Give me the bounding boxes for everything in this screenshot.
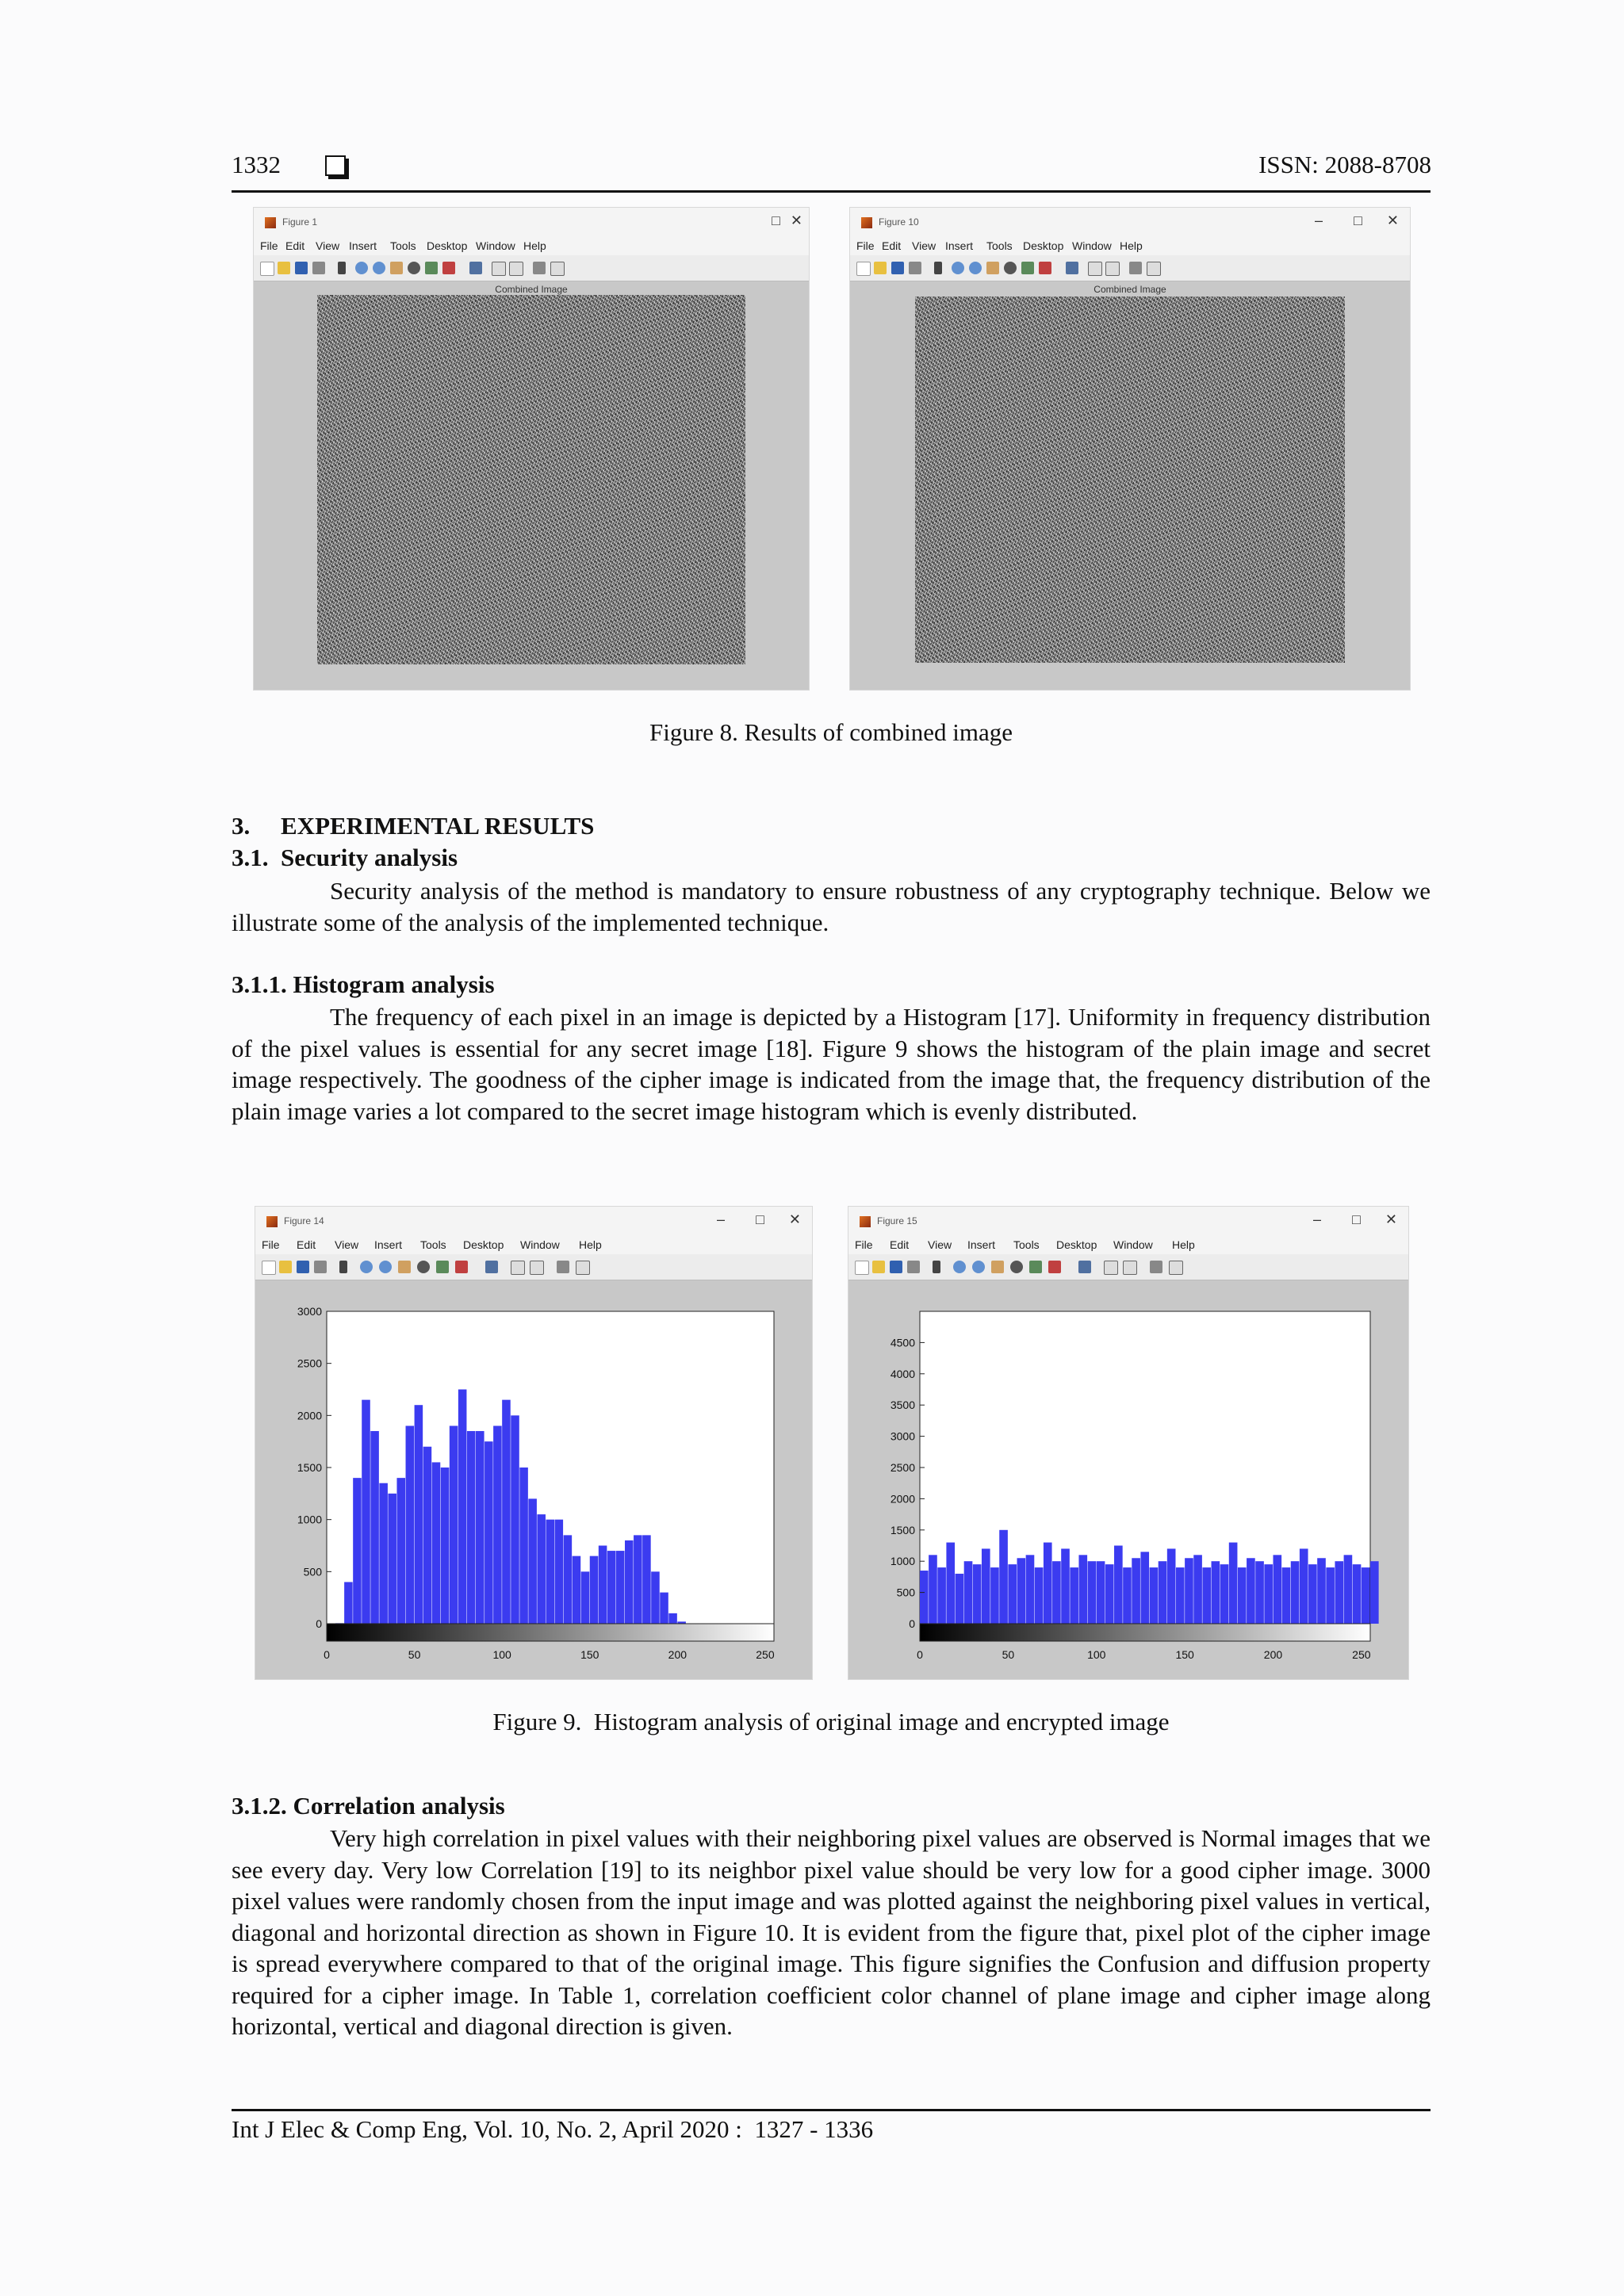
- security-paragraph: Security analysis of the method is mandatory to ensure robustness of any cryptography technique. Below we illustrate some of the analysis of the implemented technique.: [232, 877, 1431, 936]
- maximize-button[interactable]: □: [1352, 1211, 1361, 1227]
- section-heading: 3. EXPERIMENTAL RESULTS: [232, 812, 595, 840]
- histogram-bar: [1167, 1548, 1176, 1624]
- zoom-in-icon[interactable]: [953, 1261, 966, 1273]
- histogram-encrypted: [848, 1280, 1408, 1679]
- legend-icon[interactable]: [530, 1261, 544, 1275]
- histogram-bar: [668, 1613, 677, 1624]
- histogram-bar: [1088, 1561, 1097, 1624]
- menu-bar: [850, 236, 1410, 255]
- figure9-caption: Figure 9. Histogram analysis of original image and encrypted image: [492, 1708, 1170, 1735]
- histogram-bar: [546, 1520, 554, 1624]
- histogram-bar: [493, 1425, 502, 1624]
- histogram-bar: [1317, 1558, 1326, 1624]
- histogram-bar: [1353, 1564, 1362, 1624]
- x-tick-label: 0: [324, 1648, 330, 1661]
- histogram-bar: [476, 1431, 485, 1624]
- histogram-bar: [1052, 1561, 1061, 1624]
- legend-icon[interactable]: [509, 262, 523, 276]
- matlab-icon: [860, 1216, 871, 1227]
- maximize-button[interactable]: □: [772, 212, 780, 228]
- y-tick-label: 3500: [890, 1399, 915, 1412]
- y-tick-label: 3000: [297, 1305, 322, 1318]
- toolbar: [850, 255, 1410, 281]
- histogram-bar: [660, 1593, 668, 1624]
- histogram-bar: [1026, 1555, 1035, 1624]
- link-icon[interactable]: [485, 1261, 498, 1273]
- y-tick-label: 500: [303, 1565, 322, 1578]
- open-icon[interactable]: [874, 262, 887, 274]
- matlab-icon: [266, 1216, 278, 1227]
- rotate-icon[interactable]: [417, 1261, 430, 1273]
- histogram-bar: [607, 1551, 616, 1624]
- histogram-bar: [1229, 1543, 1238, 1624]
- histogram-bar: [1308, 1564, 1317, 1624]
- pan-icon[interactable]: [991, 1261, 1004, 1273]
- y-tick-label: 2000: [297, 1409, 322, 1422]
- menu-file[interactable]: File: [262, 1238, 280, 1251]
- new-figure-icon[interactable]: [855, 1261, 869, 1275]
- histogram-bar: [634, 1535, 642, 1624]
- histogram-bar: [458, 1390, 467, 1624]
- zoom-out-icon[interactable]: [972, 1261, 985, 1273]
- menu-tools[interactable]: Tools: [986, 239, 1013, 252]
- histogram-bar: [937, 1567, 946, 1624]
- brush-icon[interactable]: [442, 262, 455, 274]
- histogram-bar: [1017, 1558, 1026, 1624]
- histogram-bar: [1114, 1546, 1123, 1624]
- menu-insert[interactable]: Insert: [945, 239, 974, 252]
- subsection-heading: 3.1. Security analysis: [232, 844, 458, 871]
- histogram-bar: [1044, 1543, 1052, 1624]
- maximize-button[interactable]: □: [1354, 212, 1362, 228]
- histogram-bar: [423, 1447, 432, 1624]
- axes-title: Combined Image: [495, 284, 568, 295]
- rotate-icon[interactable]: [1010, 1261, 1023, 1273]
- histogram-bar: [441, 1468, 450, 1624]
- new-figure-icon[interactable]: [260, 262, 274, 276]
- menu-edit[interactable]: Edit: [882, 239, 902, 252]
- hide-tools-icon[interactable]: [1150, 1261, 1162, 1273]
- histogram-bar: [946, 1543, 955, 1624]
- histogram-bar: [450, 1425, 458, 1624]
- hide-tools-icon[interactable]: [557, 1261, 569, 1273]
- close-button[interactable]: ✕: [790, 212, 802, 228]
- x-tick-label: 0: [917, 1648, 923, 1661]
- show-tools-icon[interactable]: [1169, 1261, 1183, 1275]
- minimize-button[interactable]: –: [716, 1211, 725, 1227]
- zoom-in-icon[interactable]: [952, 262, 964, 274]
- zoom-in-icon[interactable]: [355, 262, 368, 274]
- toolbar: [254, 255, 809, 281]
- histogram-bar: [537, 1514, 546, 1624]
- correlation-paragraph: Very high correlation in pixel values with their neighboring pixel values are observed is Normal images that we see every day. Very low Correlation [19] to its neighbor pixel value should be very low for a good cipher image. 3000 pixel values were randomly chosen from the input image and was plotted against the neighboring pixel values in vertical, diagonal and horizontal direction as shown in Figure 10. It is evident from the figure that, pixel plot of the cipher image is spread everywhere compared to that of the original image. This figure signifies the Confusion and diffusion property required for a cipher image. In Table 1, correlation coefficient color channel of plane image and cipher image along horizontal, vertical and diagonal direction is given.: [232, 1824, 1431, 2040]
- histogram-paragraph: The frequency of each pixel in an image is depicted by a Histogram [17]. Uniformity in frequency distribution of the pixel values is essential for any secret image [18]. Figure 9 shows the histogram of the plain image and secret image respectively. The goodness of the cipher image is indicated from the image that, the frequency distribution of the plain image varies a lot compared to the secret image histogram which is evenly distributed.: [232, 1003, 1431, 1125]
- hide-tools-icon[interactable]: [1129, 262, 1142, 274]
- link-icon[interactable]: [1066, 262, 1078, 274]
- colorbar-icon[interactable]: [1088, 262, 1102, 276]
- histogram-bar: [511, 1415, 519, 1624]
- histogram-bar: [990, 1567, 999, 1624]
- x-tick-label: 150: [580, 1648, 599, 1661]
- histogram-bar: [973, 1564, 982, 1624]
- save-icon[interactable]: [890, 1261, 902, 1273]
- link-icon[interactable]: [469, 262, 482, 274]
- x-tick-label: 100: [492, 1648, 511, 1661]
- window-title: Figure 14: [284, 1215, 324, 1226]
- histogram-bar: [555, 1520, 564, 1624]
- close-button[interactable]: ✕: [788, 1211, 801, 1227]
- footer-rule: [232, 2109, 1431, 2111]
- window-title: Figure 1: [282, 216, 318, 228]
- histogram-bar: [929, 1555, 937, 1624]
- histogram-bar: [1105, 1564, 1114, 1624]
- histogram-bar: [528, 1498, 537, 1624]
- histogram-bar: [388, 1494, 396, 1624]
- histogram-bar: [1300, 1548, 1308, 1624]
- rotate-icon[interactable]: [408, 262, 420, 274]
- new-figure-icon[interactable]: [262, 1261, 276, 1275]
- pointer-icon[interactable]: [338, 262, 346, 274]
- histogram-bar: [1070, 1567, 1078, 1624]
- histogram-bar: [1362, 1567, 1370, 1624]
- menu-window[interactable]: Window: [476, 239, 515, 252]
- zoom-out-icon[interactable]: [373, 262, 385, 274]
- page-number: 1332: [232, 151, 281, 178]
- legend-icon[interactable]: [1105, 262, 1120, 276]
- y-tick-label: 1000: [297, 1513, 322, 1526]
- menu-tools[interactable]: Tools: [420, 1238, 446, 1251]
- histogram-bar: [1140, 1552, 1149, 1624]
- histogram-bar: [467, 1431, 476, 1624]
- histogram-bar: [1185, 1558, 1193, 1624]
- x-tick-label: 50: [408, 1648, 421, 1661]
- data-cursor-icon[interactable]: [436, 1261, 449, 1273]
- data-cursor-icon[interactable]: [1029, 1261, 1042, 1273]
- y-tick-label: 500: [896, 1586, 915, 1599]
- issn: ISSN: 2088-8708: [1258, 151, 1431, 178]
- histogram-bar: [1255, 1561, 1264, 1624]
- histogram-bar: [1212, 1561, 1220, 1624]
- histogram-bar: [1264, 1564, 1273, 1624]
- histogram-bar: [1370, 1561, 1379, 1624]
- window-title: Figure 15: [877, 1215, 917, 1226]
- toolbar: [255, 1254, 812, 1280]
- save-icon[interactable]: [297, 1261, 309, 1273]
- matlab-icon: [861, 217, 872, 228]
- menu-desktop[interactable]: Desktop: [1056, 1238, 1097, 1251]
- menu-bar: [848, 1235, 1408, 1254]
- y-tick-label: 0: [909, 1617, 915, 1630]
- menu-edit[interactable]: Edit: [890, 1238, 910, 1251]
- print-icon[interactable]: [907, 1261, 920, 1273]
- figure9-window-left: [255, 1207, 812, 1679]
- menu-window[interactable]: Window: [520, 1238, 560, 1251]
- histogram-bar: [406, 1425, 415, 1624]
- zoom-in-icon[interactable]: [360, 1261, 373, 1273]
- menu-desktop[interactable]: Desktop: [427, 239, 468, 252]
- histogram-bar: [1132, 1558, 1140, 1624]
- menu-view[interactable]: View: [928, 1238, 952, 1251]
- y-tick-label: 2000: [890, 1492, 915, 1506]
- y-tick-label: 0: [316, 1617, 322, 1630]
- histogram-bar: [1273, 1555, 1281, 1624]
- histogram-bar: [485, 1441, 493, 1624]
- histogram-bar: [999, 1530, 1008, 1624]
- show-tools-icon[interactable]: [550, 262, 565, 276]
- y-tick-label: 2500: [297, 1357, 322, 1370]
- save-icon[interactable]: [891, 262, 904, 274]
- histogram-bar: [964, 1561, 973, 1624]
- window-title: Figure 10: [879, 216, 919, 228]
- histogram-bar: [1123, 1567, 1132, 1624]
- window-titlebar: [850, 208, 1410, 236]
- figure8-window-right: [850, 208, 1410, 690]
- histogram-bar: [1176, 1567, 1185, 1624]
- correlation-heading: 3.1.2. Correlation analysis: [232, 1792, 505, 1820]
- pan-icon[interactable]: [398, 1261, 411, 1273]
- print-icon[interactable]: [314, 1261, 327, 1273]
- window-titlebar: [848, 1207, 1408, 1235]
- save-icon[interactable]: [295, 262, 308, 274]
- y-tick-label: 4500: [890, 1336, 915, 1349]
- link-icon[interactable]: [1078, 1261, 1091, 1273]
- histogram-bar: [362, 1400, 370, 1624]
- histogram-bar: [616, 1551, 625, 1624]
- minimize-button[interactable]: –: [1312, 1211, 1321, 1227]
- y-tick-label: 2500: [890, 1461, 915, 1474]
- histogram-heading: 3.1.1. Histogram analysis: [232, 970, 495, 998]
- menu-desktop[interactable]: Desktop: [1023, 239, 1064, 252]
- window-titlebar: [255, 1207, 812, 1235]
- histogram-bar: [370, 1431, 379, 1624]
- y-tick-label: 1500: [890, 1523, 915, 1536]
- histogram-bar: [651, 1571, 660, 1624]
- grayscale-colorbar: [920, 1624, 1370, 1641]
- histogram-bar: [1238, 1567, 1247, 1624]
- brush-icon[interactable]: [455, 1261, 468, 1273]
- menu-window[interactable]: Window: [1113, 1238, 1153, 1251]
- menu-help[interactable]: Help: [1120, 239, 1143, 252]
- combined-image: [317, 295, 745, 664]
- pan-icon[interactable]: [390, 262, 403, 274]
- histogram-bar: [1150, 1567, 1159, 1624]
- colorbar-icon[interactable]: [492, 262, 506, 276]
- figure9-window-right: [848, 1207, 1408, 1679]
- histogram-bar: [642, 1535, 651, 1624]
- menu-bar: [255, 1235, 812, 1254]
- colorbar-icon[interactable]: [1104, 1261, 1118, 1275]
- combined-image: [915, 297, 1345, 663]
- menu-help[interactable]: Help: [1172, 1238, 1195, 1251]
- brush-icon[interactable]: [1039, 262, 1051, 274]
- histogram-bar: [1247, 1558, 1255, 1624]
- histogram-bar: [982, 1548, 990, 1624]
- y-tick-label: 4000: [890, 1367, 915, 1380]
- histogram-bar: [573, 1556, 581, 1624]
- histogram-bar: [956, 1574, 964, 1624]
- menu-bar: [254, 236, 809, 255]
- menu-file[interactable]: File: [855, 1238, 873, 1251]
- rotate-icon[interactable]: [1004, 262, 1017, 274]
- figure8-caption: Figure 8. Results of combined image: [649, 718, 1013, 746]
- menu-tools[interactable]: Tools: [1013, 1238, 1040, 1251]
- histogram-bar: [519, 1468, 528, 1624]
- histogram-original: [255, 1280, 812, 1679]
- toolbar: [848, 1254, 1408, 1280]
- histogram-bar: [1061, 1548, 1070, 1624]
- histogram-bar: [1008, 1564, 1017, 1624]
- x-tick-label: 100: [1087, 1648, 1106, 1661]
- show-tools-icon[interactable]: [576, 1261, 590, 1275]
- open-icon[interactable]: [279, 1261, 292, 1273]
- x-tick-label: 200: [1263, 1648, 1283, 1661]
- axes-title: Combined Image: [1094, 284, 1166, 295]
- histogram-bar: [590, 1556, 599, 1624]
- menu-view[interactable]: View: [335, 1238, 359, 1251]
- y-tick-label: 3000: [890, 1429, 915, 1443]
- histogram-bar: [344, 1582, 353, 1624]
- x-tick-label: 250: [1352, 1648, 1371, 1661]
- x-tick-label: 50: [1002, 1648, 1015, 1661]
- figure8-window-left: [254, 208, 809, 690]
- menu-file[interactable]: File: [260, 239, 278, 252]
- histogram-bar: [1344, 1555, 1353, 1624]
- hide-tools-icon[interactable]: [533, 262, 546, 274]
- show-tools-icon[interactable]: [1147, 262, 1161, 276]
- histogram-bar: [396, 1478, 405, 1624]
- open-icon[interactable]: [872, 1261, 885, 1273]
- menu-help[interactable]: Help: [579, 1238, 602, 1251]
- close-button[interactable]: ✕: [1386, 212, 1399, 228]
- histogram-bar: [1097, 1561, 1105, 1624]
- legend-icon[interactable]: [1123, 1261, 1137, 1275]
- x-tick-label: 150: [1175, 1648, 1194, 1661]
- maximize-button[interactable]: □: [756, 1211, 764, 1227]
- histogram-bar: [353, 1478, 362, 1624]
- open-icon[interactable]: [278, 262, 290, 274]
- header-rule: [232, 190, 1431, 193]
- colorbar-icon[interactable]: [511, 1261, 525, 1275]
- pointer-icon[interactable]: [934, 262, 942, 274]
- data-cursor-icon[interactable]: [1021, 262, 1034, 274]
- footer-citation: Int J Elec & Comp Eng, Vol. 10, No. 2, April 2020 : 1327 - 1336: [232, 2115, 874, 2143]
- y-tick-label: 1500: [297, 1461, 322, 1474]
- zoom-out-icon[interactable]: [969, 262, 982, 274]
- histogram-bar: [432, 1462, 441, 1624]
- menu-insert[interactable]: Insert: [374, 1238, 403, 1251]
- histogram-bar: [564, 1535, 573, 1624]
- histogram-bar: [1282, 1567, 1291, 1624]
- histogram-bar: [625, 1540, 634, 1624]
- histogram-bar: [581, 1571, 590, 1624]
- new-figure-icon[interactable]: [856, 262, 871, 276]
- menu-view[interactable]: View: [912, 239, 936, 252]
- menu-view[interactable]: View: [316, 239, 340, 252]
- x-tick-label: 200: [668, 1648, 688, 1661]
- histogram-bar: [379, 1483, 388, 1624]
- histogram-bar: [415, 1405, 423, 1624]
- menu-desktop[interactable]: Desktop: [463, 1238, 504, 1251]
- histogram-bar: [1035, 1567, 1044, 1624]
- x-tick-label: 250: [756, 1648, 775, 1661]
- pan-icon[interactable]: [986, 262, 999, 274]
- histogram-bar: [1326, 1567, 1335, 1624]
- pointer-icon[interactable]: [933, 1261, 940, 1273]
- histogram-bar: [920, 1571, 929, 1624]
- menu-insert[interactable]: Insert: [967, 1238, 996, 1251]
- data-cursor-icon[interactable]: [425, 262, 438, 274]
- menu-file[interactable]: File: [856, 239, 875, 252]
- histogram-bar: [1193, 1555, 1202, 1624]
- histogram-bar: [1335, 1561, 1343, 1624]
- zoom-out-icon[interactable]: [379, 1261, 392, 1273]
- matlab-icon: [265, 217, 276, 228]
- print-icon[interactable]: [312, 262, 325, 274]
- menu-edit[interactable]: Edit: [297, 1238, 316, 1251]
- minimize-button[interactable]: –: [1314, 212, 1323, 228]
- menu-help[interactable]: Help: [523, 239, 546, 252]
- histogram-bar: [1291, 1561, 1300, 1624]
- histogram-bar: [1159, 1561, 1167, 1624]
- histogram-bar: [502, 1400, 511, 1624]
- print-icon[interactable]: [909, 262, 921, 274]
- window-titlebar: [254, 208, 809, 236]
- menu-tools[interactable]: Tools: [390, 239, 416, 252]
- menu-edit[interactable]: Edit: [285, 239, 305, 252]
- y-tick-label: 1000: [890, 1555, 915, 1568]
- close-button[interactable]: ✕: [1385, 1211, 1397, 1227]
- header-box-icon: [325, 155, 346, 176]
- histogram-bar: [1202, 1567, 1211, 1624]
- menu-window[interactable]: Window: [1072, 239, 1112, 252]
- histogram-bar: [1078, 1555, 1087, 1624]
- grayscale-colorbar: [327, 1624, 774, 1641]
- menu-insert[interactable]: Insert: [349, 239, 377, 252]
- pointer-icon[interactable]: [339, 1261, 347, 1273]
- histogram-bar: [1220, 1564, 1229, 1624]
- brush-icon[interactable]: [1048, 1261, 1061, 1273]
- histogram-bar: [599, 1546, 607, 1624]
